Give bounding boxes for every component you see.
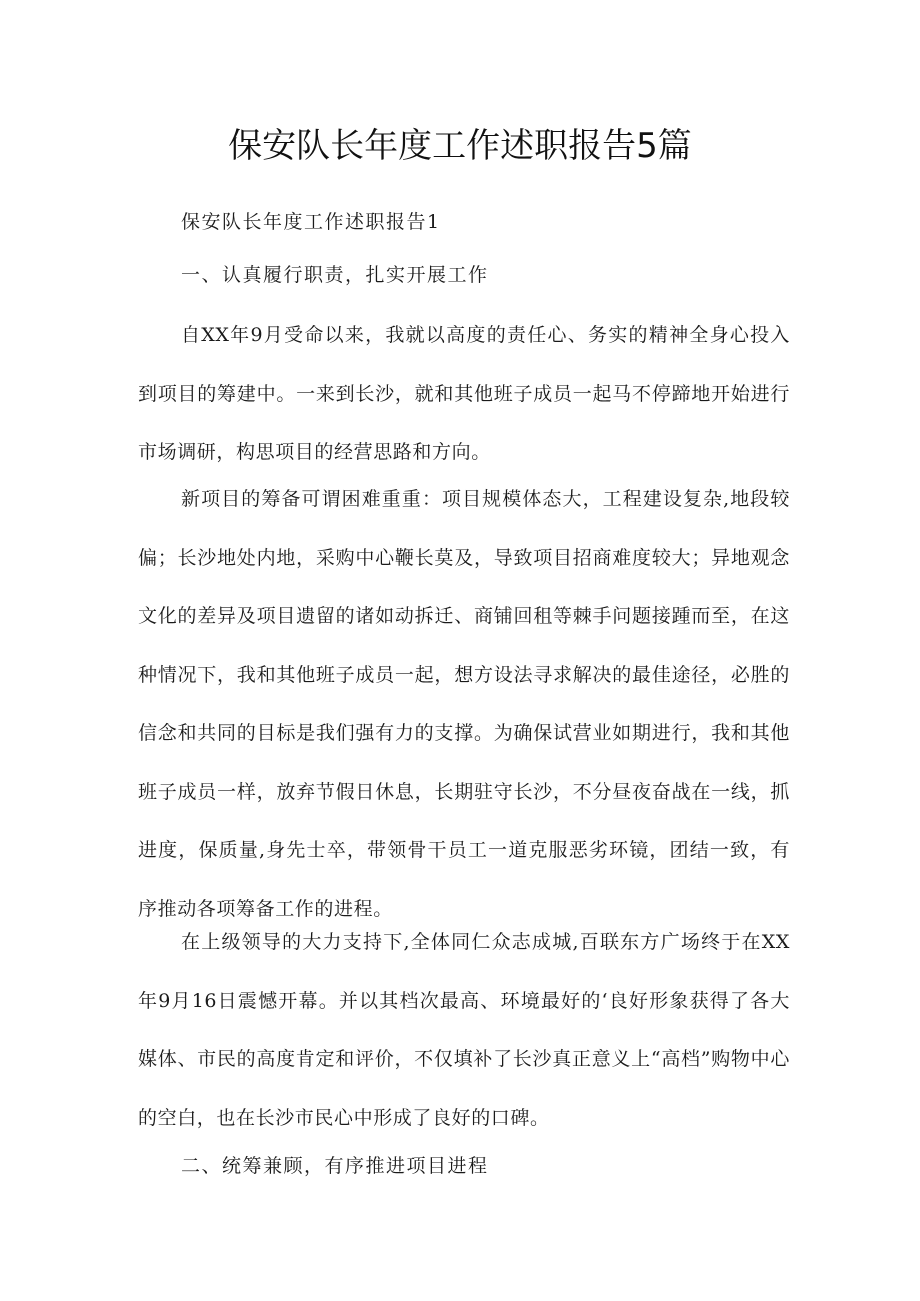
report-subtitle: 保安队长年度工作述职报告1 xyxy=(181,211,441,233)
document-title: 保安队长年度工作述职报告5篇 xyxy=(228,126,692,166)
paragraph-1: 自XX年9月受命以来，我就以高度的责任心、务实的精神全身心投入到项目的筹建中。一来到长沙，就和其他班子成员一起马不停蹄地开始进行市场调研，构思项目的经营思路和方向。 xyxy=(138,324,790,463)
paragraph-2: 新项目的筹备可谓困难重重：项目规模体态大，工程建设复杂,地段较偏；长沙地处内地，采购中心鞭长莫及，导致项目招商难度较大；异地观念文化的差异及项目遗留的诸如动拆迁、商铺回租等棘手问题接踵而至，在这种情况下，我和其他班子成员一起，想方设法寻求解决的最佳途径，必胜的信念和共同的目标是我们强有力的支撑。为确保试营业如期进行，我和其他班子成员一样，放弃节假日休息，长期驻守长沙，不分昼夜奋战在一线，抓进度，保质量,身先士卒，带领骨干员工一道克服恶劣环镜，团结一致，有序推动各项筹备工作的进程。 xyxy=(138,488,790,920)
section-heading-1: 一、认真履行职责，扎实开展工作 xyxy=(181,264,489,286)
paragraph-3: 在上级领导的大力支持下,全体同仁众志成城,百联东方广场终于在XX年9月16日震憾开幕。并以其档次最高、环境最好的‘良好形象获得了各大媒体、市民的高度肯定和评价，不仅填补了长沙真正意义上“高档”购物中心的空白，也在长沙市民心中形成了良好的口碑。 xyxy=(138,931,790,1129)
section-heading-2: 二、统筹兼顾，有序推进项目进程 xyxy=(181,1155,489,1177)
